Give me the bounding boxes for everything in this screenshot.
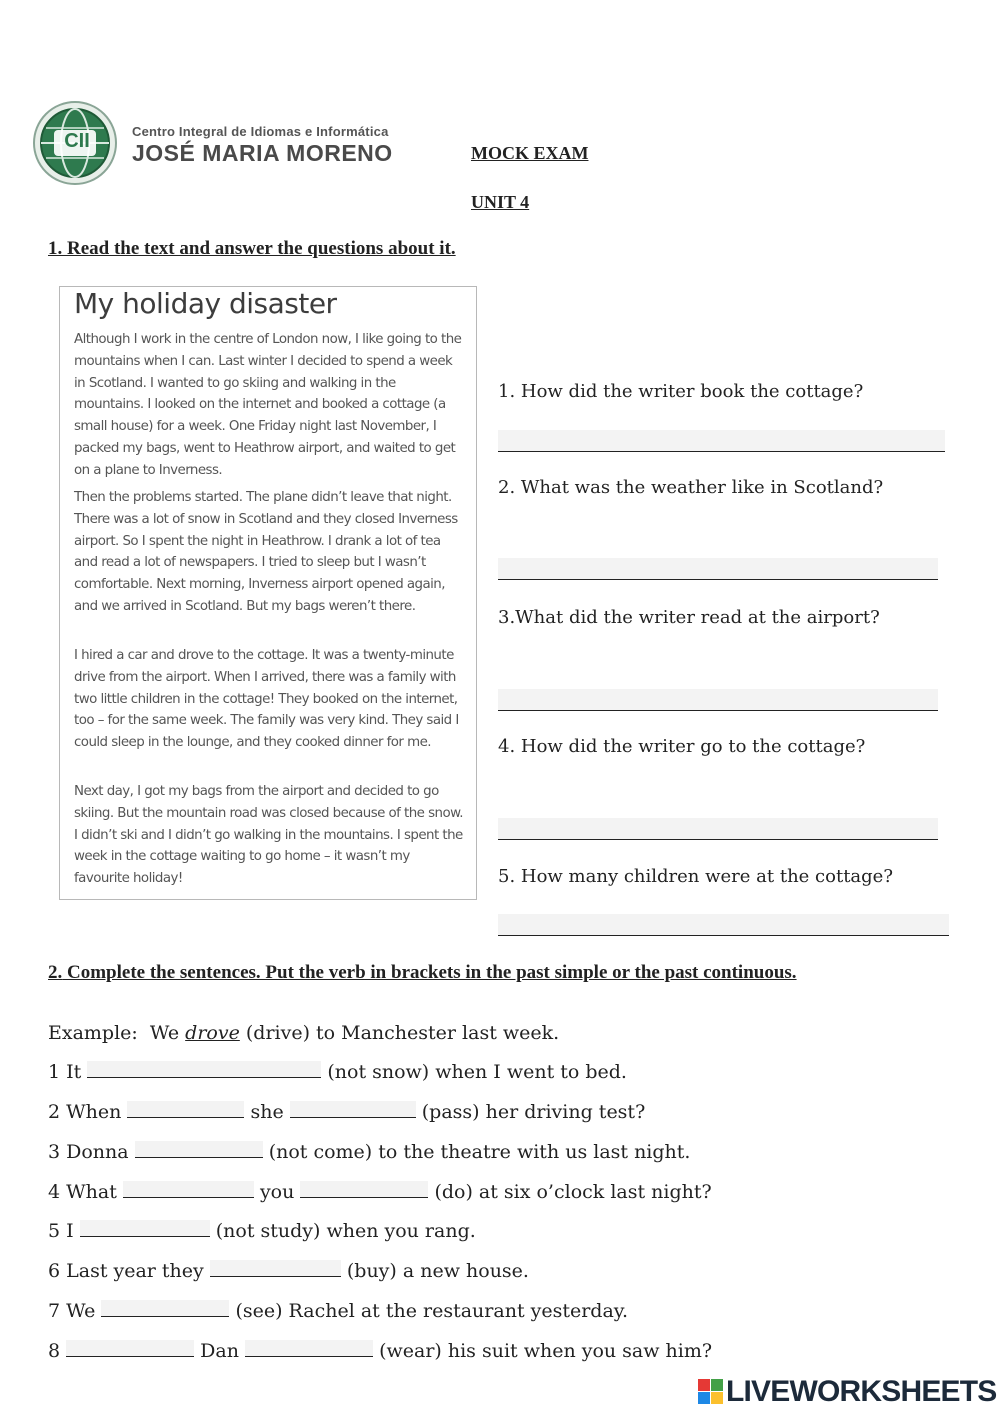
sentence-text: (not come) to the theatre with us last night. (262, 1141, 691, 1163)
sentence-7 (48, 1300, 628, 1322)
sentence-text: Dan (194, 1340, 246, 1362)
school-logo (28, 96, 408, 186)
question-2: 2. What was the weather like in Scotland? (498, 477, 884, 498)
liveworksheets-watermark (698, 1375, 997, 1409)
blank-field[interactable] (135, 1141, 263, 1158)
blank-field[interactable] (87, 1061, 321, 1078)
sentence-text: you (253, 1181, 301, 1203)
exam-title: MOCK EXAM (471, 143, 589, 163)
reading-paragraph: I hired a car and drove to the cottage. It was a twenty-minute drive from the airport. When I arrived, there was a family with two little children in the cottage! They booked on the internet, too – for the same week. The family was very kind. They said I could sleep in the lounge, and they cooked dinner for me. (74, 648, 459, 751)
watermark-text: LIVEWORKSHEETS (726, 1375, 997, 1408)
logo-subtitle: Centro Integral de Idiomas e Informática (132, 124, 389, 139)
sentence-text: 7 We (48, 1300, 102, 1322)
example-suffix: (drive) to Manchester last week. (239, 1022, 560, 1044)
example-verb: drove (185, 1022, 240, 1044)
reading-paragraph: Next day, I got my bags from the airport and decided to go skiing. But the mountain road was closed because of the snow. I didn’t ski and I didn’t go walking in the mountains. I spent the week in the cottage waiting to go home – it wasn’t my favourite holiday! (74, 784, 463, 887)
logo-school-name: JOSÉ MARIA MORENO (132, 140, 393, 166)
sentence-6 (48, 1260, 529, 1282)
section2-number: 2. (48, 962, 63, 983)
example-sentence (48, 1022, 559, 1044)
section2-instructions: Complete the sentences. Put the verb in brackets in the past simple or the past continuous. (62, 962, 797, 983)
sentence-text: she (244, 1101, 290, 1123)
blank-field[interactable] (290, 1101, 416, 1118)
blank-field[interactable] (210, 1260, 341, 1277)
logo-mark-text: CII (64, 130, 90, 152)
sentence-text: (buy) a new house. (340, 1260, 529, 1282)
section1-heading: 1. Read the text and answer the questions about it. (48, 238, 456, 259)
question-4: 4. How did the writer go to the cottage? (498, 736, 866, 757)
sentence-text: (not snow) when I went to bed. (321, 1061, 627, 1083)
blank-field[interactable] (101, 1300, 229, 1317)
blank-field[interactable] (66, 1340, 194, 1357)
unit-label: UNIT 4 (471, 192, 530, 212)
reading-paragraph: Although I work in the centre of London now, I like going to the mountains when I can. Last winter I decided to spend a week in Scotland. I wanted to go skiing and walking in the mountains. I looked on the internet and booked a cottage (a small house) for a week. One Friday night last November, I packed my bags, went to Heathrow airport, and waited to get on a plane to Inverness. (74, 332, 462, 478)
blank-field[interactable] (80, 1220, 210, 1237)
sentence-1 (48, 1061, 627, 1083)
sentence-text: 5 I (48, 1220, 80, 1242)
sentence-4 (48, 1181, 712, 1203)
blank-field[interactable] (300, 1181, 428, 1198)
answer-field-1[interactable] (498, 430, 945, 452)
question-5: 5. How many children were at the cottage? (498, 866, 893, 887)
sentence-text: (pass) her driving test? (415, 1101, 646, 1123)
answer-field-4[interactable] (498, 818, 938, 840)
reading-paragraph: Then the problems started. The plane didn’t leave that night. There was a lot of snow in Scotland and they closed Inverness airport. So I spent the night in Heathrow. I drank a lot of tea and read a lot of newspapers. I tried to sleep but I wasn’t comfortable. Next morning, Inverness airport opened again, and we arrived in Scotland. But my bags weren’t there. (74, 490, 458, 614)
answer-field-5[interactable] (498, 914, 949, 936)
sentence-text: 3 Donna (48, 1141, 135, 1163)
sentence-text: 4 What (48, 1181, 123, 1203)
sentence-text: (not study) when you rang. (209, 1220, 476, 1242)
sentence-8 (48, 1340, 712, 1362)
answer-field-3[interactable] (498, 689, 938, 711)
blank-field[interactable] (127, 1101, 244, 1118)
blank-field[interactable] (123, 1181, 254, 1198)
question-1: 1. How did the writer book the cottage? (498, 381, 864, 402)
reading-text-box (59, 286, 477, 900)
sentence-text: (do) at six o’clock last night? (428, 1181, 712, 1203)
sentence-text: 1 It (48, 1061, 88, 1083)
question-3: 3.What did the writer read at the airport? (498, 607, 880, 628)
liveworksheets-badge-icon (698, 1379, 724, 1405)
sentence-text: 6 Last year they (48, 1260, 210, 1282)
sentence-text: (wear) his suit when you saw him? (373, 1340, 713, 1362)
sentence-3 (48, 1141, 690, 1163)
sentence-text: 2 When (48, 1101, 128, 1123)
answer-field-2[interactable] (498, 558, 938, 580)
example-prefix: Example: We (48, 1022, 186, 1044)
blank-field[interactable] (245, 1340, 373, 1357)
sentence-text: (see) Rachel at the restaurant yesterday. (229, 1300, 629, 1322)
reading-title: My holiday disaster (74, 287, 337, 320)
sentence-2 (48, 1101, 645, 1123)
sentence-5 (48, 1220, 476, 1242)
sentence-text: 8 (48, 1340, 67, 1362)
section2-heading (48, 962, 948, 984)
